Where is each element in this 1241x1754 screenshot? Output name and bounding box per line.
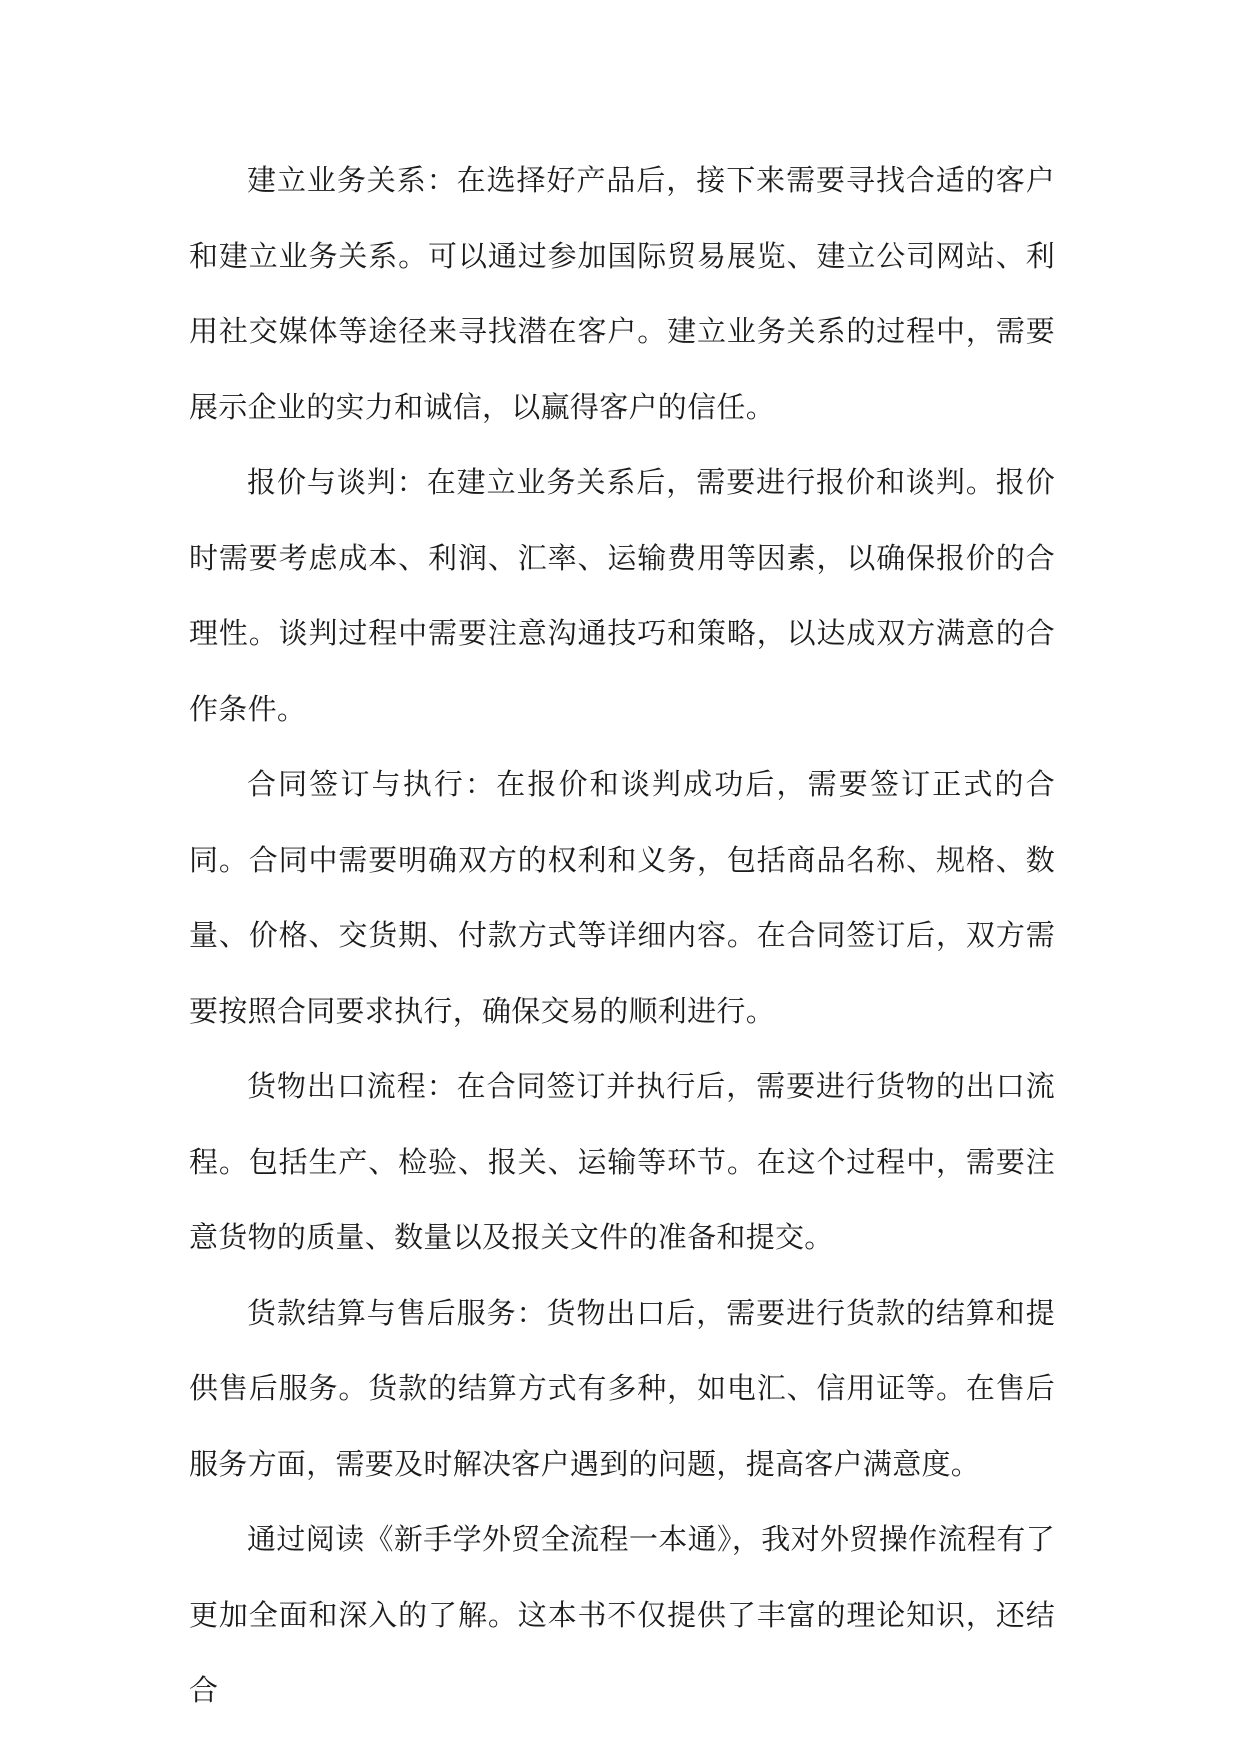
paragraph-quotation-negotiation: 报价与谈判：在建立业务关系后，需要进行报价和谈判。报价时需要考虑成本、利润、汇率、运输费用等因素，以确保报价的合理性。谈判过程中需要注意沟通技巧和策略，以达成双方满意的合作条件。 xyxy=(189,465,1055,726)
paragraph-reading-reflection: 通过阅读《新手学外贸全流程一本通》，我对外贸操作流程有了更加全面和深入的了解。这本书不仅提供了丰富的理论知识，还结合 xyxy=(189,1522,1055,1707)
paragraph-export-process: 货物出口流程：在合同签订并执行后，需要进行货物的出口流程。包括生产、检验、报关、运输等环节。在这个过程中，需要注意货物的质量、数量以及报关文件的准备和提交。 xyxy=(189,1069,1055,1254)
paragraph-business-relationship: 建立业务关系：在选择好产品后，接下来需要寻找合适的客户和建立业务关系。可以通过参加国际贸易展览、建立公司网站、利用社交媒体等途径来寻找潜在客户。建立业务关系的过程中，需要展示企业的实力和诚信，以赢得客户的信任。 xyxy=(189,163,1055,424)
paragraph-payment-after-sales: 货款结算与售后服务：货物出口后，需要进行货款的结算和提供售后服务。货款的结算方式有多种，如电汇、信用证等。在售后服务方面，需要及时解决客户遇到的问题，提高客户满意度。 xyxy=(189,1295,1055,1481)
document-body xyxy=(189,143,1055,1729)
paragraph-contract-signing: 合同签订与执行：在报价和谈判成功后，需要签订正式的合同。合同中需要明确双方的权利和义务，包括商品名称、规格、数量、价格、交货期、付款方式等详细内容。在合同签订后，双方需要按照合同要求执行，确保交易的顺利进行。 xyxy=(189,767,1055,1028)
